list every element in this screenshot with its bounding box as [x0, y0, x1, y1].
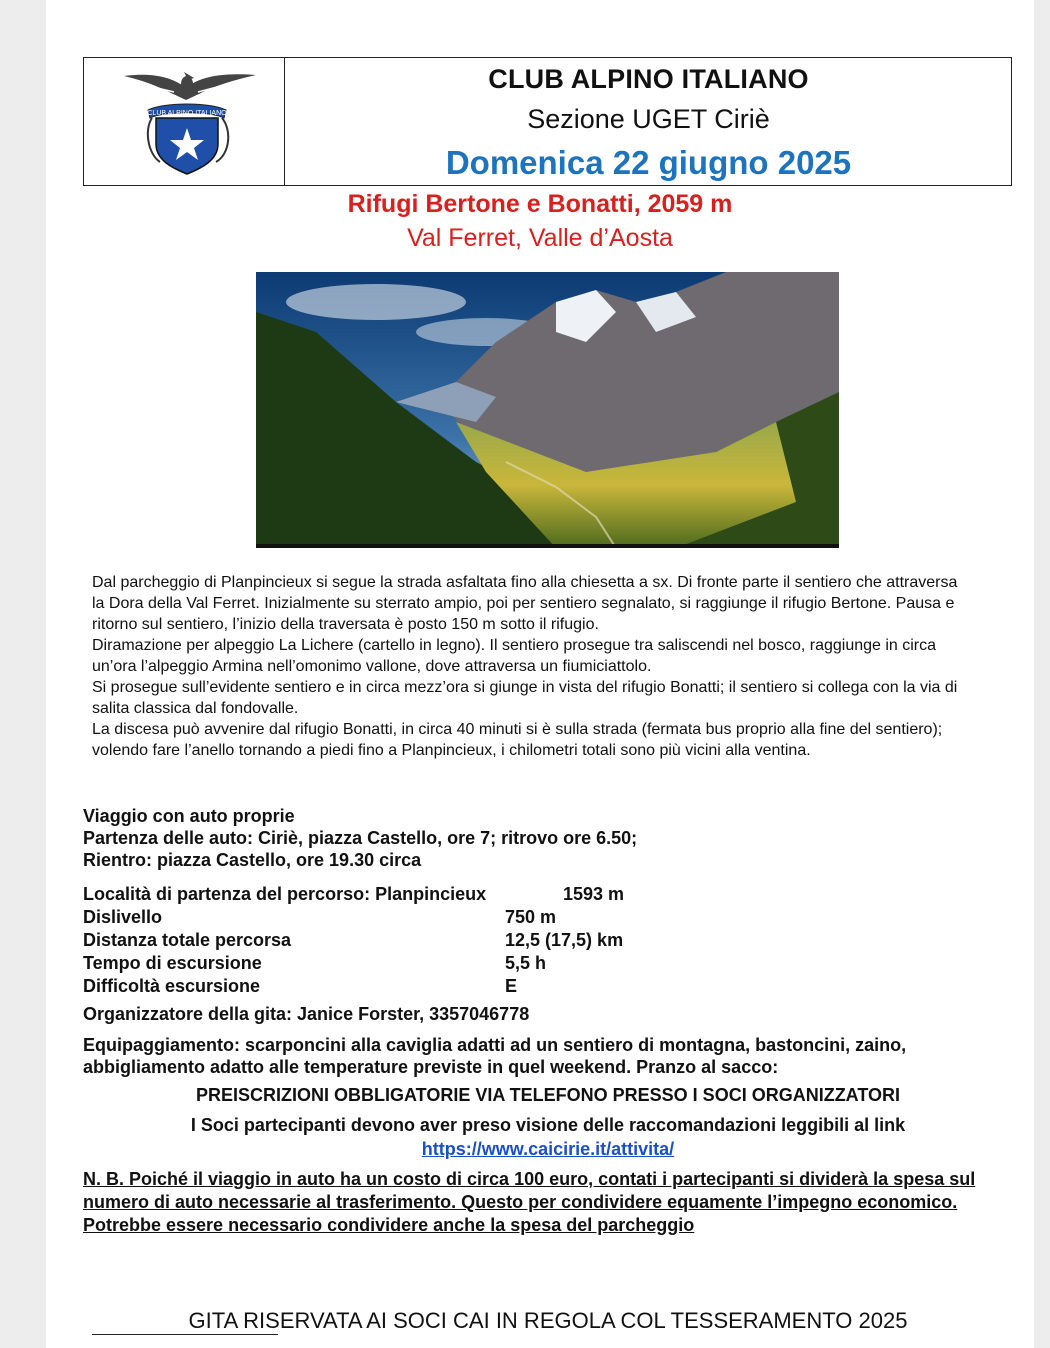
logo-text: CLUB ALPINO ITALIANO [147, 110, 227, 117]
document-page [46, 0, 1034, 1348]
travel-line: Viaggio con auto proprie [83, 806, 295, 826]
caicirie-link[interactable]: https://www.caicirie.it/attivita/ [421, 1139, 675, 1159]
desc-paragraph: Si prosegue sull’evidente sentiero e in circa mezz’ora si giunge in vista del rifugio Bonatti; il sentiero si collega con la via di salita classica dal fondovalle. [92, 679, 958, 717]
desc-paragraph: Diramazione per alpeggio La Lichere (cartello in legno). Il sentiero prosegue tra saliscendi nel bosco, raggiunge in circa un’ora l’alpeggio Armina nell’omonimo vallone, dove attraversa un fiumiciattolo. [92, 637, 937, 675]
organizer: Organizzatore della gita: Janice Forster, 3357046778 [83, 1004, 530, 1024]
equipment: Equipaggiamento: scarponcini alla caviglia adatti ad un sentiero di montagna, bastoncini, zaino, abbigliamento adatto alle temperature previste in quel weekend. Pranzo al sacco: [83, 1035, 907, 1077]
detail-value: 750 m [505, 907, 557, 927]
trip-title: Rifugi Bertone e Bonatti, 2059 m [347, 190, 733, 218]
logo-cell [84, 58, 285, 185]
route-description [92, 572, 972, 761]
travel-line: Rientro: piazza Castello, ore 19.30 circa [83, 850, 422, 870]
detail-label: Distanza totale percorsa [83, 930, 292, 950]
desc-paragraph: Dal parcheggio di Planpincieux si segue la strada asfaltata fino alla chiesetta a sx. Di fronte parte il sentiero che attraversa la Dora della Val Ferret. Inizialmente su sterrato ampio, poi per sentiero segnalato, si raggiunge il rifugio Bertone. Pausa e ritorno sul sentiero, l’inizio della traversata è posto 150 m sotto il rifugio. [92, 574, 958, 633]
travel-line: Partenza delle auto: Ciriè, piazza Castello, ore 7; ritrovo ore 6.50; [83, 828, 638, 848]
valley-photo [256, 272, 839, 548]
footer-divider [92, 1334, 278, 1335]
detail-label: Difficoltà escursione [83, 976, 261, 996]
detail-label: Località di partenza del percorso: Planpincieux [83, 884, 487, 904]
detail-label: Dislivello [83, 907, 163, 927]
detail-value: 12,5 (17,5) km [505, 930, 624, 950]
preregistration-notice: PREISCRIZIONI OBBLIGATORIE VIA TELEFONO PRESSO I SOCI ORGANIZZATORI [195, 1085, 901, 1105]
header-box [83, 57, 1012, 186]
detail-value: 5,5 h [505, 953, 547, 973]
cai-logo [84, 58, 284, 185]
recommendations-text: I Soci partecipanti devono aver preso visione delle raccomandazioni leggibili al link [190, 1115, 906, 1135]
section-name: Sezione UGET Ciriè [527, 104, 770, 134]
desc-paragraph: La discesa può avvenire dal rifugio Bonatti, in circa 40 minuti si è sulla strada (fermata bus proprio alla fine del sentiero); volendo fare l’anello tornando a piedi fino a Planpincieux, i chilometri totali sono più vicini alla ventina. [92, 721, 943, 759]
cost-note: N. B. Poiché il viaggio in auto ha un costo di circa 100 euro, contati i partecipanti si dividerà la spesa sul numero di auto necessarie al trasferimento. Questo per condividere equamente l’impegno economico. Potrebbe essere necessario condividere anche la spesa del parcheggio [83, 1169, 976, 1235]
detail-label: Tempo di escursione [83, 953, 262, 973]
event-date: Domenica 22 giugno 2025 [445, 144, 852, 181]
detail-value: 1593 m [563, 884, 625, 904]
detail-value: E [505, 976, 518, 996]
members-only-footer: GITA RISERVATA AI SOCI CAI IN REGOLA COL TESSERAMENTO 2025 [188, 1308, 908, 1333]
travel-info [83, 805, 637, 871]
trip-place: Val Ferret, Valle d’Aosta [407, 224, 673, 252]
org-name: CLUB ALPINO ITALIANO [488, 64, 809, 94]
